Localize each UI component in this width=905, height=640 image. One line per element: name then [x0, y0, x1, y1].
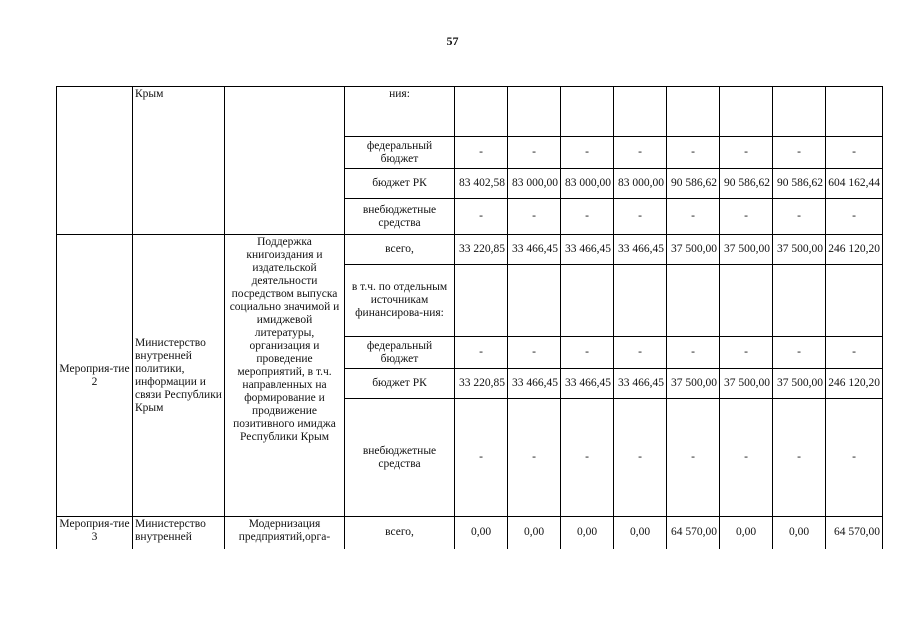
value-cell: 90 586,62	[773, 169, 826, 199]
value-cell: 33 466,45	[614, 369, 667, 399]
source-label: бюджет РК	[345, 369, 455, 399]
source-label: всего,	[345, 235, 455, 265]
executor-cell: Министерство внутренней	[133, 517, 225, 549]
value-cell: -	[455, 399, 508, 517]
value-cell: 90 586,62	[667, 169, 720, 199]
value-cell: 37 500,00	[720, 369, 773, 399]
value-cell: 33 466,45	[561, 369, 614, 399]
value-cell: -	[614, 137, 667, 169]
value-cell: 90 586,62	[720, 169, 773, 199]
value-cell: 37 500,00	[667, 369, 720, 399]
value-cell: 33 466,45	[508, 235, 561, 265]
value-cell: 33 220,85	[455, 235, 508, 265]
value-cell: -	[826, 137, 883, 169]
financing-table	[56, 86, 883, 549]
table-row	[57, 235, 883, 265]
value-cell: -	[667, 137, 720, 169]
value-cell: 0,00	[455, 517, 508, 549]
value-cell: -	[720, 399, 773, 517]
value-cell: -	[773, 137, 826, 169]
value-cell: -	[720, 137, 773, 169]
table-row	[57, 87, 883, 137]
value-cell: -	[508, 199, 561, 235]
source-label: внебюджетные средства	[345, 199, 455, 235]
value-cell: -	[826, 399, 883, 517]
description-cell: Модернизация предприятий,орга-	[225, 517, 345, 549]
value-cell: -	[667, 199, 720, 235]
event-name-cell: Мероприя-тие 2	[57, 235, 133, 517]
value-cell: -	[455, 337, 508, 369]
value-cell: 246 120,20	[826, 369, 883, 399]
value-cell: -	[826, 337, 883, 369]
value-cell: 83 402,58	[455, 169, 508, 199]
value-cell: 33 220,85	[455, 369, 508, 399]
value-cell: -	[508, 337, 561, 369]
executor-cell: Крым	[133, 87, 225, 235]
value-cell: 83 000,00	[614, 169, 667, 199]
value-cell: -	[508, 137, 561, 169]
value-cell: -	[614, 199, 667, 235]
value-cell: -	[667, 399, 720, 517]
value-cell: -	[561, 199, 614, 235]
source-label: внебюджетные средства	[345, 399, 455, 517]
value-cell: -	[614, 337, 667, 369]
value-cell: 246 120,20	[826, 235, 883, 265]
value-cell: -	[667, 337, 720, 369]
value-cell: -	[561, 137, 614, 169]
event-name-cell	[57, 87, 133, 235]
value-cell: -	[455, 199, 508, 235]
value-cell: 37 500,00	[773, 369, 826, 399]
description-cell: Поддержка книгоиздания и издательской деятельности посредством выпуска социально значимой и имиджевой литературы, организация и проведение мероприятий, в т.ч. направленных на формирование и продвижение позитивного имиджа Республики Крым	[225, 235, 345, 517]
executor-cell: Министерство внутренней политики, информации и связи Республики Крым	[133, 235, 225, 517]
value-cell: -	[561, 337, 614, 369]
value-cell: -	[455, 137, 508, 169]
value-cell: 37 500,00	[773, 235, 826, 265]
value-cell: 0,00	[720, 517, 773, 549]
source-label: ния:	[345, 87, 455, 137]
value-cell: -	[508, 399, 561, 517]
value-cell: -	[773, 199, 826, 235]
value-cell: -	[773, 399, 826, 517]
value-cell: 37 500,00	[667, 235, 720, 265]
value-cell: 33 466,45	[508, 369, 561, 399]
value-cell: -	[826, 199, 883, 235]
description-cell	[225, 87, 345, 235]
page-number: 57	[446, 34, 459, 48]
event-name-cell: Мероприя-тие 3	[57, 517, 133, 549]
value-cell: 37 500,00	[720, 235, 773, 265]
table-row	[57, 517, 883, 549]
source-label: федеральный бюджет	[345, 337, 455, 369]
value-cell: 33 466,45	[614, 235, 667, 265]
source-label: в т.ч. по отдельным источникам финансирова-ния:	[345, 265, 455, 337]
value-cell: -	[773, 337, 826, 369]
value-cell: 0,00	[773, 517, 826, 549]
value-cell: 83 000,00	[561, 169, 614, 199]
value-cell: 64 570,00	[667, 517, 720, 549]
source-label: бюджет РК	[345, 169, 455, 199]
value-cell: 0,00	[508, 517, 561, 549]
value-cell: 33 466,45	[561, 235, 614, 265]
value-cell: 0,00	[561, 517, 614, 549]
value-cell: 0,00	[614, 517, 667, 549]
value-cell: -	[720, 199, 773, 235]
value-cell: 64 570,00	[826, 517, 883, 549]
source-label: всего,	[345, 517, 455, 549]
value-cell: -	[614, 399, 667, 517]
source-label: федеральный бюджет	[345, 137, 455, 169]
value-cell: 604 162,44	[826, 169, 883, 199]
value-cell: -	[561, 399, 614, 517]
value-cell: 83 000,00	[508, 169, 561, 199]
value-cell: -	[720, 337, 773, 369]
